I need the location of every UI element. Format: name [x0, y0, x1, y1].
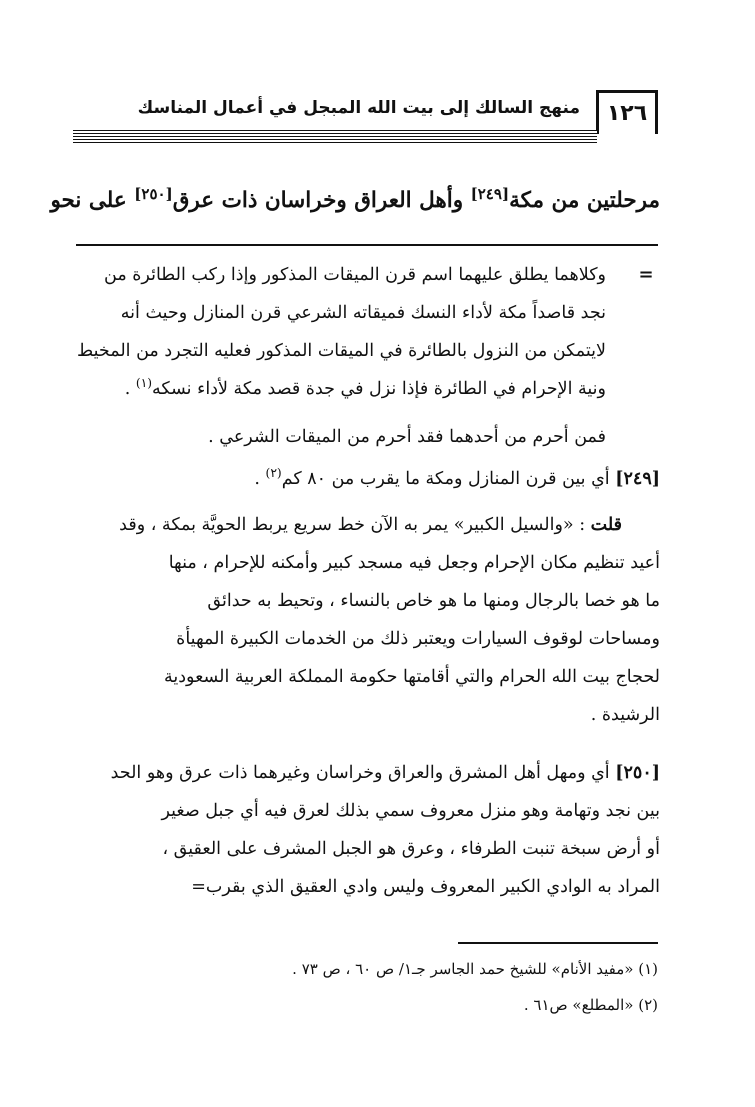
footnote-2: (٢) «المطلع» ص٦١ .: [523, 996, 658, 1014]
main-text-line: [50, 184, 660, 213]
page-number: ١٢٦: [596, 90, 658, 134]
note-line: [66, 754, 660, 792]
note-line: أعيد تنظيم مكان الإحرام وجعل فيه مسجد كبير وأمكنه للإحرام ، منها: [168, 553, 660, 573]
note-line-end: .: [254, 469, 266, 489]
note-ref-249: [٢٤٩]: [470, 184, 510, 203]
note-line: نجد قاصداً مكة لأداء النسك فميقاته الشرعي قرن المنازل وحيث أنه: [120, 303, 606, 323]
commentary-label: قلت: [590, 515, 622, 535]
note-line: لحجاج بيت الله الحرام والتي أقامتها حكومة المملكة العربية السعودية: [164, 667, 660, 687]
main-text-a: مرحلتين من مكة: [509, 188, 660, 213]
continued-note: [66, 256, 606, 408]
footnote-ref-1: (١): [135, 376, 153, 391]
note-line: المراد به الوادي الكبير المعروف وليس وادي العقيق الذي بقرب=: [191, 877, 660, 897]
note-number: [٢٥٠]: [615, 763, 660, 783]
continued-note-last: فمن أحرم من أحدهما فقد أحرم من الميقات الشرعي .: [208, 427, 606, 447]
note-line-text: : «والسيل الكبير» يمر به الآن خط سريع يربط الحويَّة بمكة ، وقد: [119, 515, 591, 535]
note-line-text: أي بين قرن المنازل ومكة ما يقرب من ٨٠ كم: [281, 469, 616, 489]
main-text-c: على نحو: [50, 188, 135, 213]
note-line: لايتمكن من النزول بالطائرة في الميقات المذكور فعليه التجرد من المخيط: [77, 341, 606, 361]
note-250: [66, 754, 660, 906]
note-line: أو أرض سبخة تنبت الطرفاء ، وعرق هو الجبل المشرف على العقيق ،: [162, 839, 660, 859]
note-line-end: .: [124, 379, 136, 399]
commentary-paragraph: [66, 506, 660, 734]
note-line: وكلاهما يطلق عليهما اسم قرن الميقات المذكور وإذا ركب الطائرة من: [104, 265, 606, 285]
note-line: [66, 506, 660, 544]
note-249: [66, 460, 660, 498]
note-line-text: ونية الإحرام في الطائرة فإذا نزل في جدة قصد مكة لأداء نسكه: [152, 379, 606, 399]
note-ref-250: [٢٥٠]: [134, 184, 173, 203]
note-line: بين نجد وتهامة وهو منزل معروف سمي بذلك لعرق فيه أي جبل صغير: [161, 801, 660, 821]
notes-divider: [76, 244, 658, 246]
note-line: ومساحات لوقوف السيارات ويعتبر ذلك من الخدمات الكبيرة المهيأة: [176, 629, 660, 649]
continuation-marker: =: [638, 264, 654, 285]
note-line: [66, 370, 606, 408]
note-line-text: أي ومهل أهل المشرق والعراق وخراسان وغيرهما ذات عرق وهو الحد: [110, 763, 616, 783]
note-line: الرشيدة .: [590, 705, 660, 725]
footnote-ref-2: (٢): [265, 466, 282, 481]
note-number: [٢٤٩]: [615, 469, 660, 489]
footnote-divider: [458, 942, 658, 944]
running-header-title: منهج السالك إلى بيت الله المبجل في أعمال المناسك: [137, 98, 580, 118]
header-divider: [73, 130, 597, 144]
main-text-b: وأهل العراق وخراسان ذات عرق: [172, 188, 471, 213]
note-line: ما هو خصا بالرجال ومنها ما هو خاص بالنساء ، وتحيط به حدائق: [207, 591, 660, 611]
note-line: [66, 460, 660, 498]
footnote-1: (١) «مفيد الأنام» للشيخ حمد الجاسر جـ١/ ص ٦٠ ، ص ٧٣ .: [292, 960, 658, 978]
